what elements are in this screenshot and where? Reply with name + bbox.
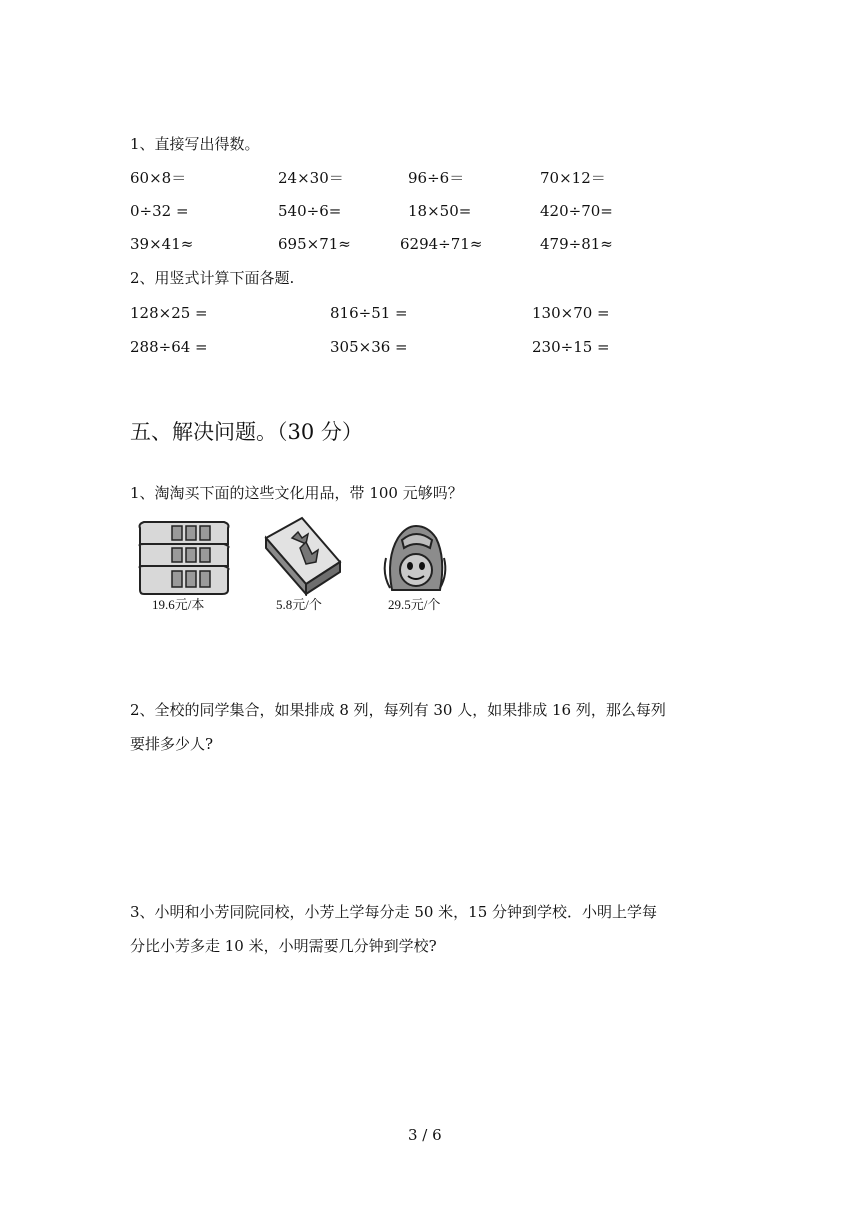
q1-expr: 39×41≈ [130,235,194,253]
q2-title: 2、用竖式计算下面各题. [130,269,295,287]
q1-expr: 695×71≈ [278,235,351,253]
q2-expr: 305×36 = [330,338,408,356]
problem-3-line-1: 3、小明和小芳同院同校，小芳上学每分走 50 米，15 分钟到学校．小明上学每 [130,903,658,921]
q1-expr: 420÷70= [540,202,613,220]
price-label: 5.8元/个 [276,597,322,612]
q2-expr: 130×70 = [532,304,610,322]
q2-expr: 230÷15 = [532,338,610,356]
problem-2-line-1: 2、全校的同学集合，如果排成 8 列，每列有 30 人，如果排成 16 列，那么每列 [130,701,666,719]
q1-expr: 479÷81≈ [540,235,613,253]
q1-expr: 24×30＝ [278,169,344,187]
q1-expr: 540÷6= [278,202,342,220]
q1-expr: 70×12＝ [540,169,606,187]
q1-expr: 0÷32 = [130,202,189,220]
q2-expr: 816÷51 = [330,304,408,322]
section-heading: 五、解决问题。（30 分） [130,420,363,444]
stationery-illustration [130,512,468,624]
problem-2-line-2: 要排多少人? [130,735,214,753]
problem-3-line-2: 分比小芳多走 10 米，小明需要几分钟到学校? [130,937,437,955]
pencil-box-icon [262,516,344,596]
books-icon [136,518,232,598]
q1-expr: 18×50= [408,202,472,220]
price-label: 29.5元/个 [388,597,441,612]
q1-title: 1、直接写出得数。 [130,135,260,153]
q2-expr: 128×25 = [130,304,208,322]
q1-expr: 6294÷71≈ [400,235,483,253]
backpack-icon [380,518,450,598]
price-label: 19.6元/本 [152,597,205,612]
problem-1: 1、淘淘买下面的这些文化用品，带 100 元够吗？ [130,484,463,502]
q1-expr: 96÷6＝ [408,169,465,187]
page-number: 3 / 6 [408,1126,442,1144]
q2-expr: 288÷64 = [130,338,208,356]
q1-expr: 60×8＝ [130,169,187,187]
